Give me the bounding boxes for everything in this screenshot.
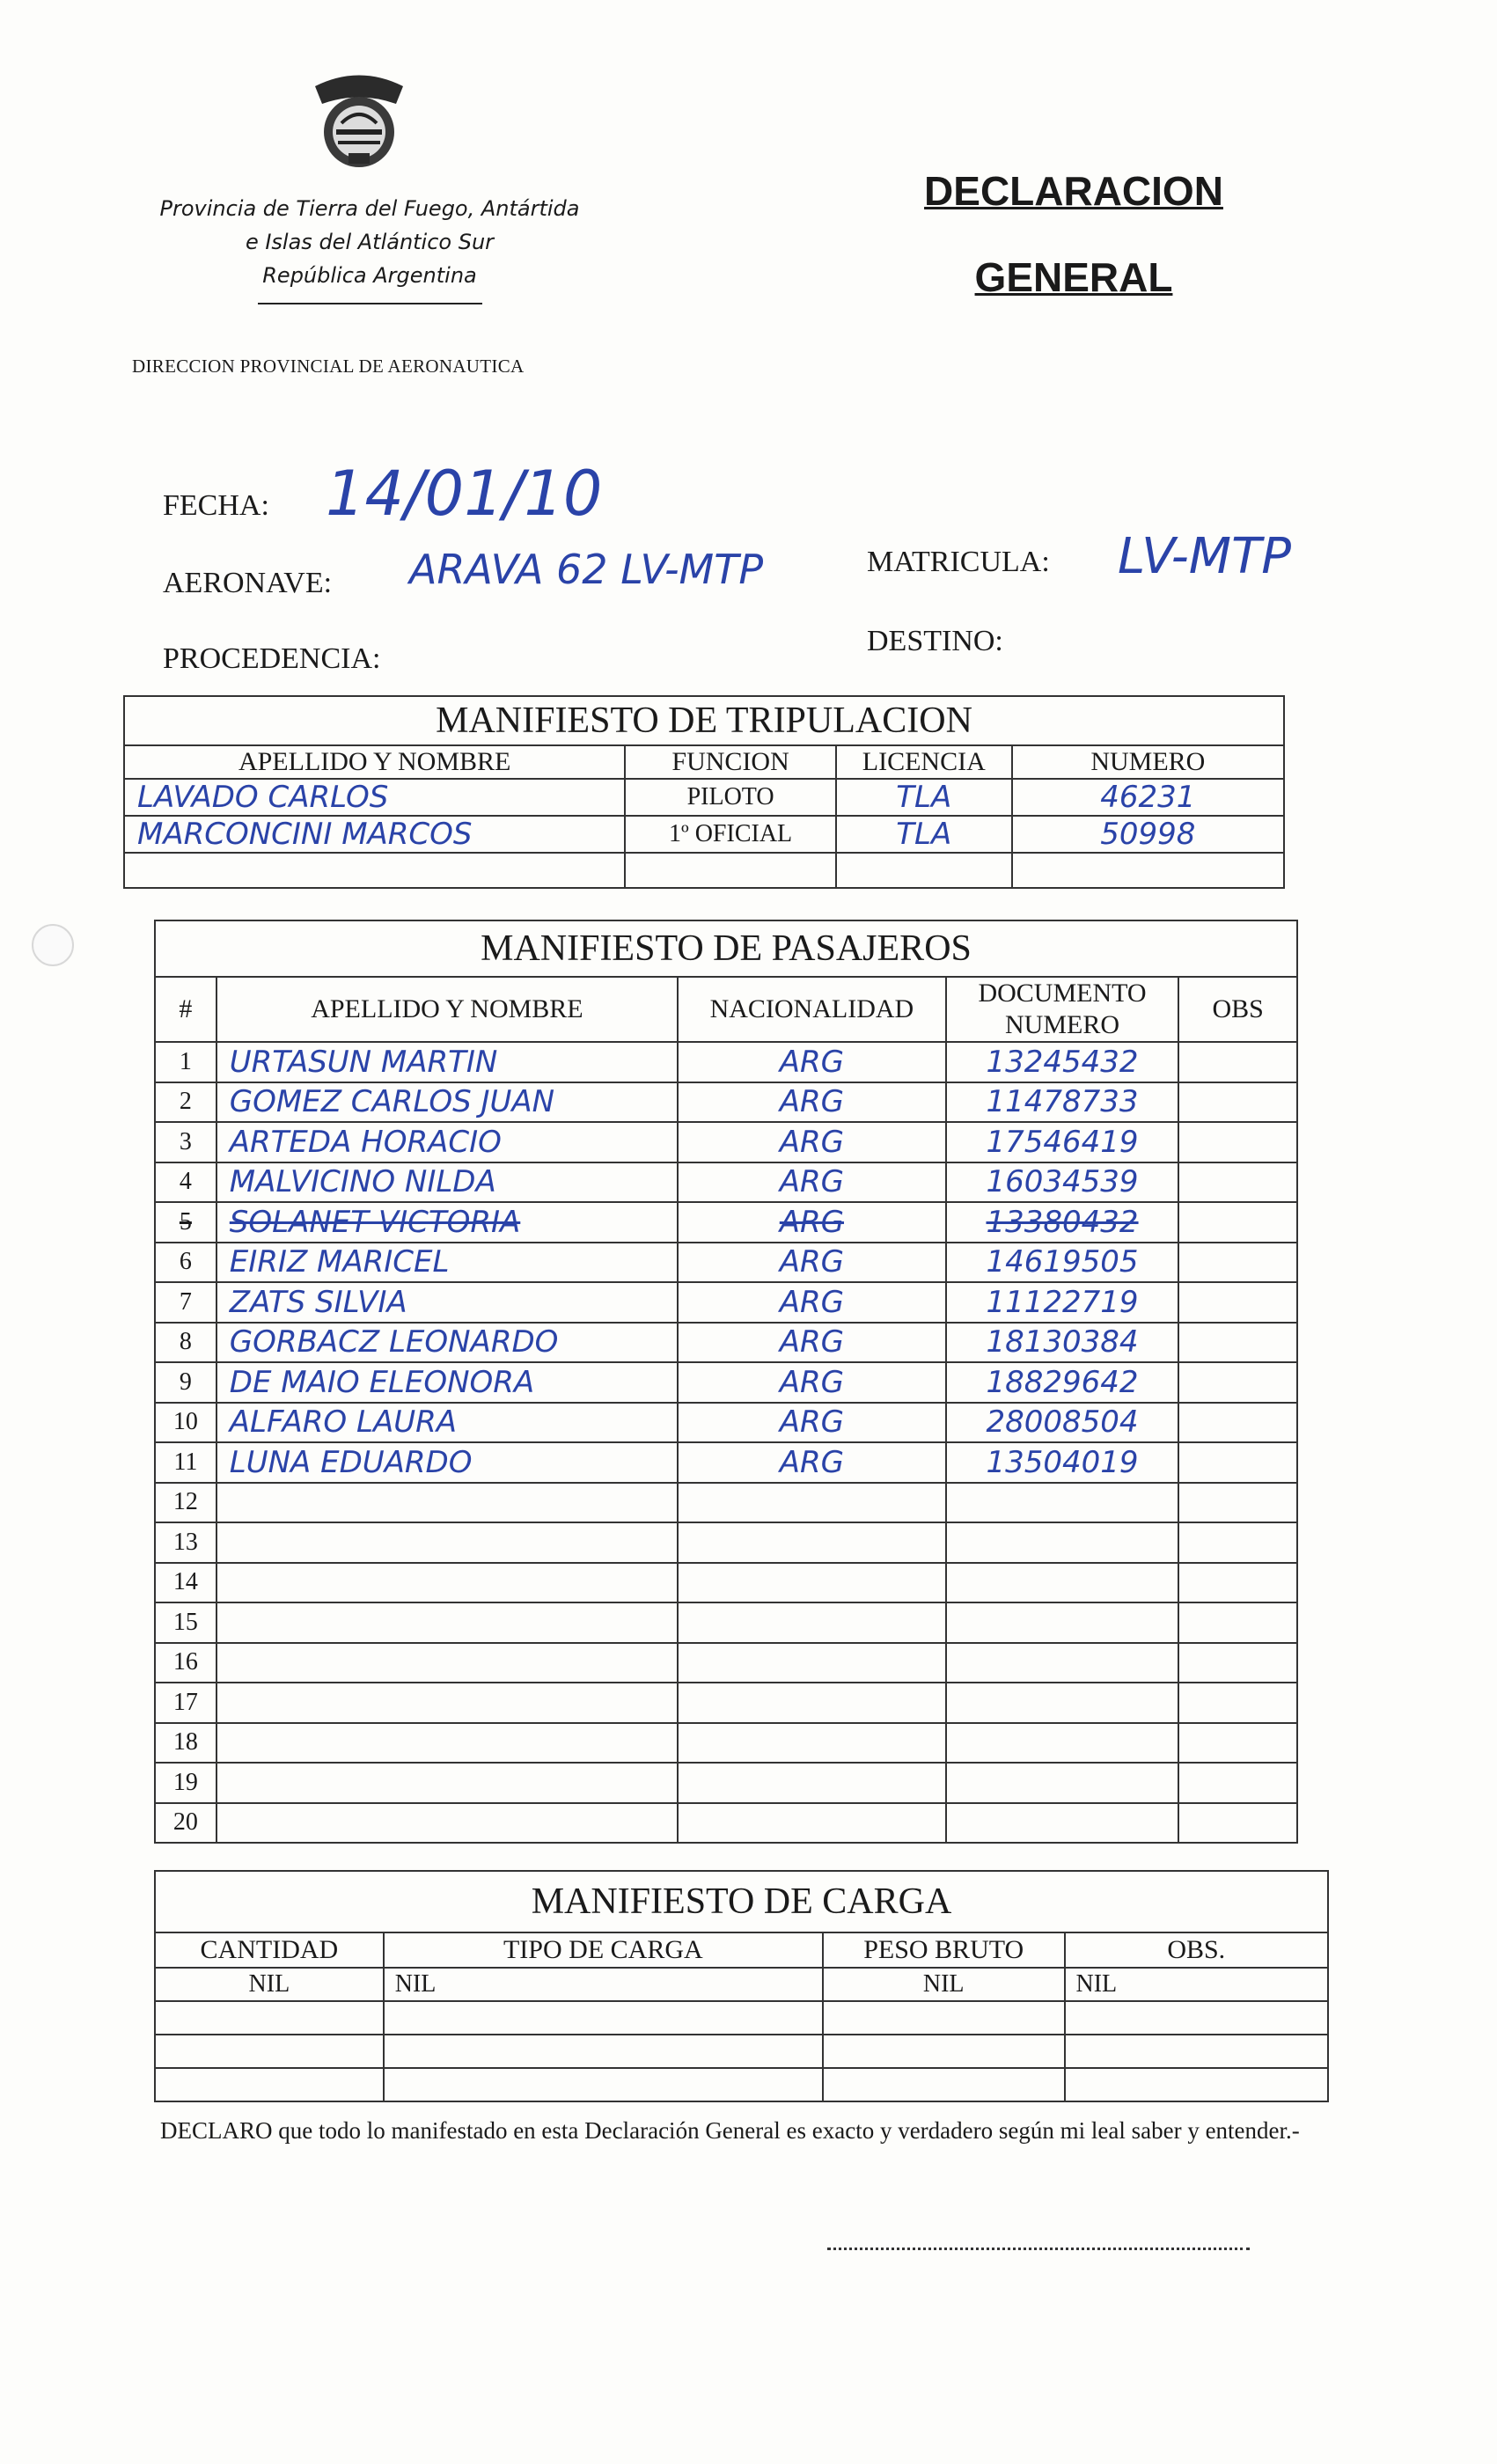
passenger-nationality [678,1683,946,1723]
passenger-nationality: ARG [678,1282,946,1323]
passenger-nationality: ARG [678,1202,946,1243]
passenger-nationality [678,1803,946,1844]
passenger-name: GORBACZ LEONARDO [216,1323,678,1363]
passenger-obs [1178,1602,1297,1643]
document-title [898,167,1250,301]
passenger-name: LUNA EDUARDO [216,1442,678,1483]
province-line-1: Provincia de Tierra del Fuego, Antártida [159,196,580,221]
passenger-manifest-table [154,920,1298,1844]
passenger-obs [1178,1442,1297,1483]
passenger-nationality [678,1643,946,1683]
passenger-name [216,1763,678,1803]
passenger-obs [1178,1243,1297,1283]
cargo-tipo: NIL [384,1968,823,2001]
passenger-row [155,1563,1297,1603]
passenger-nationality: ARG [678,1243,946,1283]
passenger-name: MALVICINO NILDA [216,1162,678,1203]
crew-row [124,816,1284,853]
title-line-2: GENERAL [974,254,1173,300]
passenger-obs [1178,1323,1297,1363]
passenger-name [216,1723,678,1764]
crew-funcion: PILOTO [625,779,836,816]
cargo-header-peso: PESO BRUTO [823,1932,1065,1968]
passenger-row [155,1442,1297,1483]
crew-name [124,853,625,888]
cargo-header-cantidad: CANTIDAD [155,1932,384,1968]
passenger-num: 8 [155,1323,216,1363]
passenger-num: 15 [155,1602,216,1643]
passenger-obs [1178,1282,1297,1323]
crew-licencia [836,853,1012,888]
passenger-obs [1178,1403,1297,1443]
cargo-row [155,1968,1328,2001]
province-line-2: e Islas del Atlántico Sur [245,230,495,254]
passenger-nationality [678,1763,946,1803]
passenger-row [155,1602,1297,1643]
passenger-row [155,1803,1297,1844]
passenger-num: 19 [155,1763,216,1803]
passenger-obs [1178,1202,1297,1243]
crew-licencia: TLA [836,816,1012,853]
passenger-num: 6 [155,1243,216,1283]
passenger-name [216,1643,678,1683]
passenger-document: 28008504 [946,1403,1179,1443]
passenger-num: 4 [155,1162,216,1203]
fecha-value: 14/01/10 [326,458,603,530]
passenger-obs [1178,1643,1297,1683]
destino-label: DESTINO: [867,625,1003,657]
passenger-name [216,1522,678,1563]
passenger-num: 16 [155,1643,216,1683]
cargo-peso: NIL [823,1968,1065,2001]
matricula-value: LV-MTP [1118,528,1292,585]
crew-name: LAVADO CARLOS [124,779,625,816]
cargo-header-obs: OBS. [1065,1932,1329,1968]
cargo-row [155,2001,1328,2035]
passenger-document: 11478733 [946,1082,1179,1123]
passenger-obs [1178,1483,1297,1523]
passenger-row [155,1683,1297,1723]
passenger-nationality [678,1602,946,1643]
passenger-num: 12 [155,1483,216,1523]
passenger-document: 11122719 [946,1282,1179,1323]
passenger-document [946,1723,1179,1764]
passenger-row [155,1202,1297,1243]
passenger-title: MANIFIESTO DE PASAJEROS [155,920,1297,977]
passenger-row [155,1362,1297,1403]
cargo-cantidad [155,2001,384,2035]
passenger-name [216,1803,678,1844]
passenger-nationality: ARG [678,1323,946,1363]
province-crest-icon [297,69,421,174]
passenger-row [155,1643,1297,1683]
cargo-peso [823,2035,1065,2068]
passenger-num: 3 [155,1122,216,1162]
passenger-row [155,1282,1297,1323]
passenger-obs [1178,1683,1297,1723]
passenger-name: ALFARO LAURA [216,1403,678,1443]
cargo-cantidad [155,2068,384,2101]
passenger-header-num: # [155,977,216,1042]
passenger-row [155,1243,1297,1283]
passenger-num: 9 [155,1362,216,1403]
aeronave-label: AERONAVE: [163,567,333,599]
matricula-label: MATRICULA: [867,546,1050,578]
title-line-1: DECLARACION [924,168,1223,214]
passenger-num: 20 [155,1803,216,1844]
passenger-document [946,1683,1179,1723]
passenger-row [155,1483,1297,1523]
passenger-row [155,1763,1297,1803]
crew-funcion: 1º OFICIAL [625,816,836,853]
passenger-name: SOLANET VICTORIA [216,1202,678,1243]
cargo-peso [823,2001,1065,2035]
cargo-row [155,2068,1328,2101]
crew-numero: 46231 [1012,779,1284,816]
passenger-nationality [678,1522,946,1563]
cargo-header-tipo: TIPO DE CARGA [384,1932,823,1968]
passenger-name: DE MAIO ELEONORA [216,1362,678,1403]
passenger-obs [1178,1042,1297,1082]
passenger-nationality: ARG [678,1122,946,1162]
passenger-document [946,1602,1179,1643]
passenger-name: URTASUN MARTIN [216,1042,678,1082]
passenger-nationality: ARG [678,1162,946,1203]
passenger-num: 11 [155,1442,216,1483]
cargo-tipo [384,2035,823,2068]
passenger-document [946,1563,1179,1603]
passenger-document [946,1522,1179,1563]
crew-header-licencia: LICENCIA [836,745,1012,779]
passenger-header-obs: OBS [1178,977,1297,1042]
passenger-row [155,1082,1297,1123]
passenger-num: 2 [155,1082,216,1123]
passenger-document: 13504019 [946,1442,1179,1483]
crew-row [124,853,1284,888]
passenger-nationality [678,1483,946,1523]
passenger-obs [1178,1803,1297,1844]
passenger-row [155,1403,1297,1443]
passenger-document: 17546419 [946,1122,1179,1162]
passenger-nationality [678,1723,946,1764]
province-line-3: República Argentina [262,263,477,288]
passenger-header-nat: NACIONALIDAD [678,977,946,1042]
punch-hole-top [32,924,74,966]
passenger-document [946,1763,1179,1803]
passenger-document [946,1803,1179,1844]
passenger-obs [1178,1162,1297,1203]
crew-row [124,779,1284,816]
passenger-name: EIRIZ MARICEL [216,1243,678,1283]
passenger-name [216,1483,678,1523]
passenger-num: 10 [155,1403,216,1443]
cargo-cantidad [155,2035,384,2068]
crew-manifest-table [123,695,1285,889]
cargo-row [155,2035,1328,2068]
direccion-label: DIRECCION PROVINCIAL DE AERONAUTICA [132,356,525,377]
passenger-document: 16034539 [946,1162,1179,1203]
cargo-obs [1065,2001,1329,2035]
passenger-header-doc-1: DOCUMENTO [978,979,1147,1008]
passenger-num: 13 [155,1522,216,1563]
passenger-document: 13245432 [946,1042,1179,1082]
passenger-row [155,1323,1297,1363]
passenger-num: 14 [155,1563,216,1603]
crew-numero [1012,853,1284,888]
cargo-obs: NIL [1065,1968,1329,2001]
passenger-num: 18 [155,1723,216,1764]
passenger-row [155,1042,1297,1082]
passenger-row [155,1522,1297,1563]
crew-licencia: TLA [836,779,1012,816]
passenger-obs [1178,1563,1297,1603]
cargo-tipo [384,2068,823,2101]
passenger-obs [1178,1082,1297,1123]
cargo-obs [1065,2035,1329,2068]
crew-header-numero: NUMERO [1012,745,1284,779]
passenger-obs [1178,1763,1297,1803]
cargo-cantidad: NIL [155,1968,384,2001]
crew-header-name: APELLIDO Y NOMBRE [124,745,625,779]
fecha-label: FECHA: [163,489,269,522]
passenger-header-doc [946,977,1179,1042]
passenger-nationality: ARG [678,1042,946,1082]
procedencia-label: PROCEDENCIA: [163,642,381,675]
passenger-nationality: ARG [678,1403,946,1443]
crew-title: MANIFIESTO DE TRIPULACION [124,696,1284,745]
cargo-tipo [384,2001,823,2035]
passenger-row [155,1122,1297,1162]
passenger-header-name: APELLIDO Y NOMBRE [216,977,678,1042]
passenger-num: 7 [155,1282,216,1323]
province-underline [258,303,482,304]
declaration-statement: DECLARO que todo lo manifestado en esta Declaración General es exacto y verdadero según mi leal saber y entender.- [160,2117,1300,2144]
passenger-document: 18130384 [946,1323,1179,1363]
passenger-name [216,1683,678,1723]
passenger-nationality: ARG [678,1362,946,1403]
passenger-row [155,1723,1297,1764]
passenger-nationality: ARG [678,1442,946,1483]
aeronave-value: ARAVA 62 LV-MTP [409,546,764,593]
crew-name: MARCONCINI MARCOS [124,816,625,853]
cargo-obs [1065,2068,1329,2101]
passenger-num: 5 [155,1202,216,1243]
passenger-header-doc-2: NUMERO [1005,1010,1120,1039]
cargo-peso [823,2068,1065,2101]
passenger-num: 1 [155,1042,216,1082]
passenger-document [946,1483,1179,1523]
crew-numero: 50998 [1012,816,1284,853]
passenger-name: ZATS SILVIA [216,1282,678,1323]
passenger-name: ARTEDA HORACIO [216,1122,678,1162]
passenger-num: 17 [155,1683,216,1723]
passenger-obs [1178,1122,1297,1162]
passenger-document [946,1643,1179,1683]
passenger-obs [1178,1522,1297,1563]
cargo-manifest-table [154,1870,1329,2102]
crew-funcion [625,853,836,888]
passenger-nationality: ARG [678,1082,946,1123]
passenger-name: GOMEZ CARLOS JUAN [216,1082,678,1123]
province-heading [123,192,616,304]
passenger-document: 18829642 [946,1362,1179,1403]
passenger-obs [1178,1723,1297,1764]
passenger-name [216,1563,678,1603]
passenger-document: 14619505 [946,1243,1179,1283]
signature-line [827,2248,1250,2250]
passenger-name [216,1602,678,1643]
passenger-document: 13380432 [946,1202,1179,1243]
passenger-nationality [678,1563,946,1603]
cargo-title: MANIFIESTO DE CARGA [155,1871,1328,1932]
passenger-row [155,1162,1297,1203]
crew-header-funcion: FUNCION [625,745,836,779]
passenger-obs [1178,1362,1297,1403]
